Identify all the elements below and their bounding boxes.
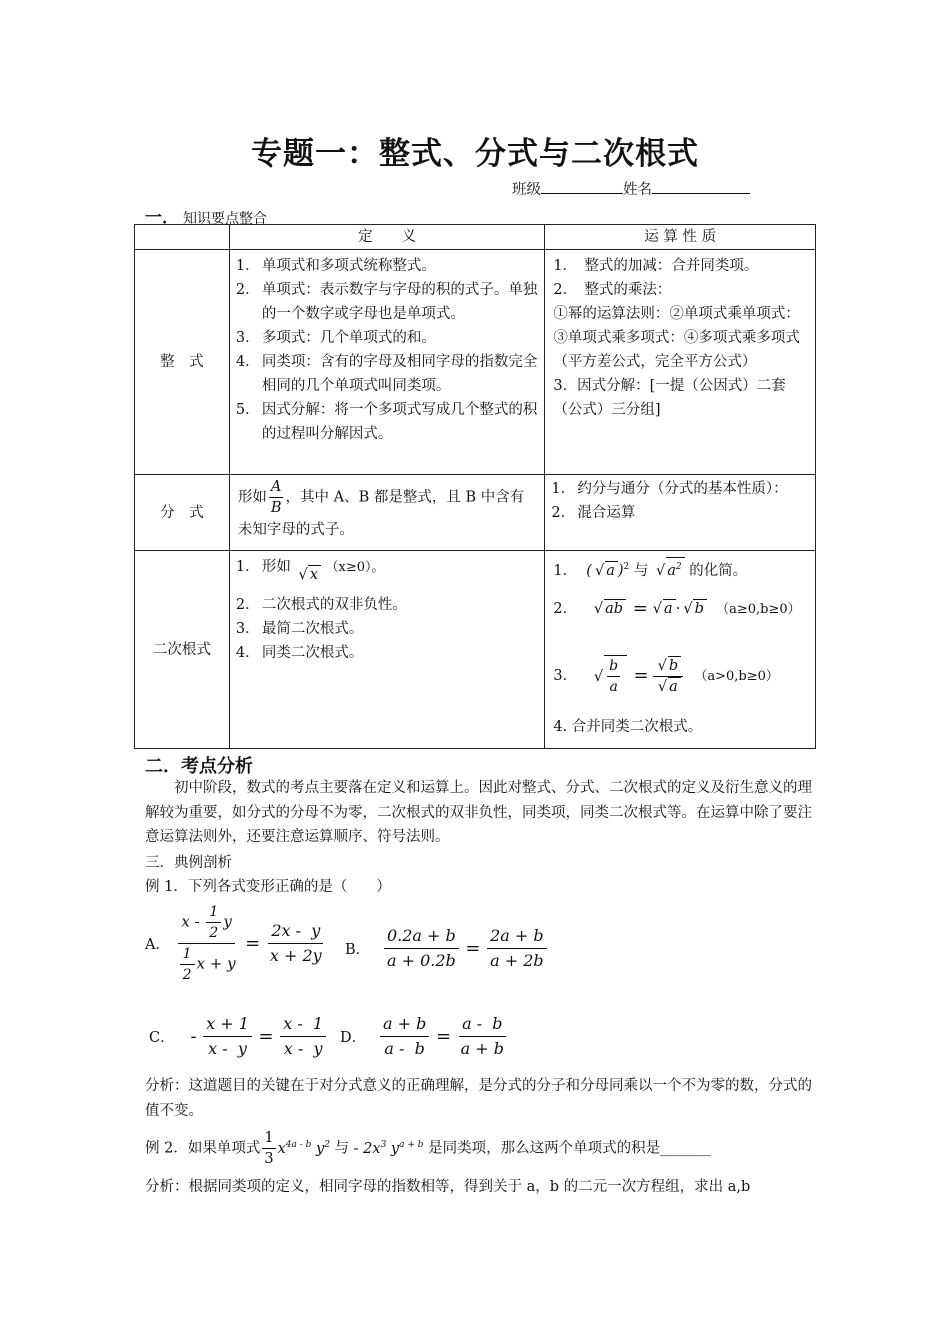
example2-question: 例 2．如果单项式 $\frac{1}{3}$ $x^{4a - b}$ $y^2$ 与 - $2x^3$ $y^{a + b}$ 是同类项，那么这两个单项式的积是_______	[145, 1130, 711, 1167]
list-item: 1． 整式的加减：合并同类项。	[553, 258, 759, 274]
header-empty	[135, 225, 230, 250]
section3-heading: 三．典例剖析	[145, 855, 232, 871]
list-item: 1． 单项式和多项式统称整式。	[235, 258, 436, 274]
list-item: 2． √ ab =√ a ·√ b （a≥0,b≥0）	[553, 597, 809, 655]
list-item: 3．因式分解：[一提（公因式）二套（公式）三分组]	[553, 378, 786, 418]
table-row-radical	[135, 551, 816, 749]
list-item: 5． 因式分解：将一个多项式写成几个整式的积的过程叫分解因式。	[235, 402, 538, 442]
row-name-integral: 整 式	[135, 250, 230, 475]
section1-number: 一．	[145, 208, 179, 228]
example1-analysis: 分析：这道题目的关键在于对分式意义的正确理解，是分式的分子和分母同乘以一个不为零的数，分式的值不变。	[145, 1078, 812, 1119]
list-item: 3． 最简二次根式。	[235, 621, 364, 637]
list-item: ①幂的运算法则：②单项式乘单项式：③单项式乘多项式：④多项式乘多项式（平方差公式，完全平方公式）	[553, 306, 800, 370]
name-blank[interactable]	[652, 178, 750, 194]
analysis-paragraph: 初中阶段，数式的考点主要落在定义和运算上。因此对整式、分式、二次根式的定义及衍生意义的理解较为重要，如分式的分母不为零，二次根式的双非负性，同类项，同类二次根式等。在运算中除了要注意运算法则外，还要注意运算顺序、符号法则。	[145, 780, 812, 845]
list-item: 1． 形如 √ x （x≥0）。	[236, 555, 539, 593]
list-item: 1． 约分与通分（分式的基本性质）：	[551, 481, 788, 497]
radical-operations	[545, 551, 816, 749]
example2-analysis: 分析：根据同类项的定义，相同字母的指数相等，得到关于 a，b 的二元一次方程组，求出 a,b	[145, 1179, 751, 1195]
radical-definitions	[229, 551, 545, 749]
name-label: 姓名	[623, 182, 652, 198]
list-item: 2． 单项式：表示数字与字母的积的式子。单独的一个数字或字母也是单项式。	[235, 282, 538, 322]
fraction-operations	[545, 475, 816, 551]
example1-option-a[interactable]: A． x - $\frac{1}{2}$ y $\frac{1}{2}$ x + y = $\frac{2x - y}{x + 2y}$	[145, 904, 322, 983]
table-header-row	[135, 225, 816, 250]
table-row-integral	[135, 250, 816, 475]
section2-heading: 二．考点分析	[145, 756, 253, 777]
list-item: 2． 二次根式的双非负性。	[235, 597, 407, 613]
row-name-radical: 二次根式	[135, 551, 230, 749]
list-item: 2． 整式的乘法：	[553, 282, 672, 298]
class-blank[interactable]	[541, 178, 623, 194]
list-item: 4. 合并同类二次根式。	[553, 719, 703, 735]
fraction-symbol: $\frac{A}{B}$	[270, 479, 282, 516]
row-name-fraction: 分 式	[135, 475, 230, 551]
example1-question: 例 1．下列各式变形正确的是（ ）	[145, 879, 391, 895]
header-operation: 运 算 性 质	[545, 225, 816, 250]
header-definition: 定 义	[229, 225, 545, 250]
section1-title: 知识要点整合	[183, 211, 267, 227]
knowledge-table	[134, 224, 816, 749]
list-item: 3． √ $\frac{b}{a}$ = √ b √ a （a>0,b≥0）	[553, 655, 809, 715]
list-item: 1． (√ a )$^2$ 与 √ $a^2$ 的化简。	[553, 555, 809, 597]
list-item: 3． 多项式：几个单项式的和。	[235, 330, 436, 346]
page-title: 专题一：整式、分式与二次根式	[251, 136, 699, 172]
student-info-line	[512, 178, 750, 199]
integral-operations	[545, 250, 816, 475]
example1-option-d[interactable]: D． $\frac{a + b}{a - b}$ = $\frac{a - b}{a + b}$	[340, 1014, 504, 1058]
class-label: 班级	[512, 182, 541, 198]
fraction-definition: 形如 $\frac{A}{B}$ ，其中 A、B 都是整式，且 B 中含有未知字母的式子。	[229, 475, 545, 551]
example1-option-b[interactable]: B． $\frac{0.2a + b}{a + 0.2b}$ = $\frac{2a + b}{a + 2b}$	[345, 924, 547, 973]
table-row-fraction	[135, 475, 816, 551]
example1-option-c[interactable]: C． - $\frac{x + 1}{x - y}$ = $\frac{x - 1}{x - y}$	[149, 1012, 326, 1061]
integral-definitions	[229, 250, 545, 475]
list-item: 4． 同类项：含有的字母及相同字母的指数完全相同的几个单项式叫同类项。	[235, 354, 538, 394]
list-item: 2． 混合运算	[551, 505, 636, 521]
list-item: 4． 同类二次根式。	[235, 645, 364, 661]
